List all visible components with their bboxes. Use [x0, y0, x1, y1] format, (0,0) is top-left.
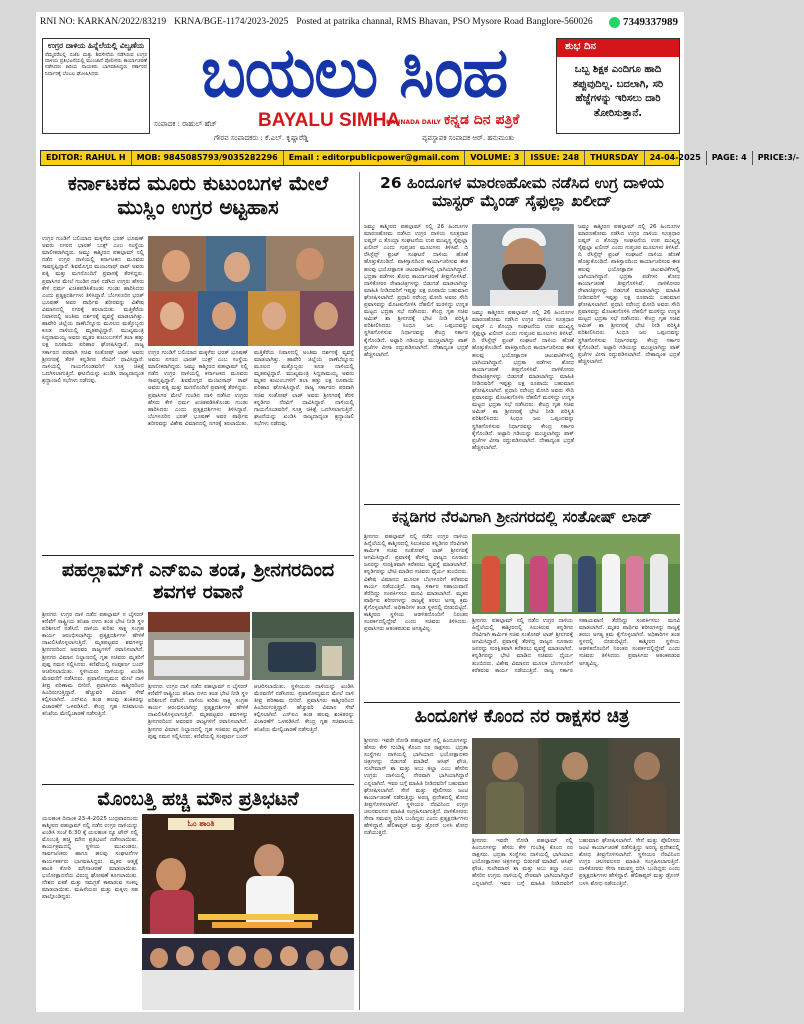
- editor-credit: ಸಂಪಾದಕ : ರಾಹುಲ್ ಹೆಚ್: [154, 120, 217, 128]
- article5-photo-bottom: [142, 938, 354, 1010]
- section-rule: [42, 784, 354, 785]
- section-rule: [364, 702, 680, 703]
- article5-headline: ಮೊಂಬತ್ತಿ ಹಚ್ಚಿ ಮೌನ ಪ್ರತಿಭಟನೆ: [97, 788, 299, 810]
- strip-day: THURSDAY: [585, 151, 644, 165]
- article4-body-right: ಶ್ರೀನಗರ: ಉಗ್ರರ ದಾಳಿ ನಡೆದ ಪಹಲ್ಗಾಮ್ ನ ಬೈಸರನ್ ಕಣಿವೆಗೆ ರಾಷ್ಟ್ರೀಯ ತನಿಖಾ ದಳದ ತಂಡ ಭೇಟಿ ನೀಡಿ ಸ್ಥಳ ಪರಿಶೀಲನೆ ನಡೆಸಿದೆ. ದಾಳಿಯ ಕುರಿತು ಸಾಕ್ಷ್ಯ ಸಂಗ್ರಹ ಕಾರ್ಯ ಆರಂಭಿಸಲಾಗಿದ್ದು ಪ್ರತ್ಯಕ್ಷದರ್ಶಿಗಳ ಹೇಳಿಕೆ ದಾಖಲಿಸಿಕೊಳ್ಳಲಾಗುತ್ತಿದೆ. ಮೃತಪಟ್ಟವರ ಶವಗಳನ್ನು ಶ್ರೀನಗರದಿಂದ ಅವರವರ ರಾಜ್ಯಗಳಿಗೆ ರವಾನಿಸಲಾಗಿದೆ. ಶ್ರೀನಗರ ವಿಮಾನ ನಿಲ್ದಾಣದಲ್ಲಿ ಗೃಹ ಸಚಿವರು ಮೃತರಿಗೆ ಪುಷ್ಪ ನಮನ ಸಲ್ಲಿಸಿದರು. ಕಣಿವೆಯಲ್ಲಿ ಸಂಪೂರ್ಣ ಬಂದ್ ಆಚರಿಸಲಾಯಿತು. ಸ್ಥಳೀಯರು ದಾಳಿಯನ್ನು ಖಂಡಿಸಿ ಮೆರವಣಿಗೆ ನಡೆಸಿದರು. ಪ್ರವಾಸೋದ್ಯಮದ ಮೇಲೆ ದಾಳಿ ತೀವ್ರ ಪರಿಣಾಮ ಬೀರಿದೆ. ಪ್ರವಾಸಿಗರು ಕಾಶ್ಮೀರದಿಂದ ಹಿಂದಿರುಗುತ್ತಿದ್ದಾರೆ. ಹೆಚ್ಚುವರಿ ವಿಮಾನ ಸೇವೆ ಕಲ್ಪಿಸಲಾಗಿದೆ. ಎನ್ಐಎ ತಂಡ ಹಲವು ಶಂಕಿತರನ್ನು ವಿಚಾರಣೆಗೆ ಒಳಪಡಿಸಿದೆ. ಕೇಂದ್ರ ಗೃಹ ಸಚಿವಾಲಯ ತನಿಖೆಯ ಮೇಲ್ವಿಚಾರಣೆ ನಡೆಸುತ್ತಿದೆ.: [148, 684, 354, 740]
- article1-body-right: ಉಗ್ರರ ಗುಂಡಿಗೆ ಬಲಿಯಾದ ಮಕ್ಕಳೆರು ಭರತ್ ಭೂಷಣ್ ಅವರು ನಗರದ ಭಾರತ್ ಬುಕ್ಸ್ ಎಂಬ ಸಂಸ್ಥೆಯ ಮಾಲೀಕರಾಗಿದ್ದರು. ಜಮ್ಮು ಕಾಶ್ಮೀರದ ಪಹಲ್ಗಾಮ್ ನಲ್ಲಿ ನಡೆದ ಉಗ್ರರ ದಾಳಿಯಲ್ಲಿ ಕರ್ನಾಟಕದ ಮೂವರು ಸಾವನ್ನಪ್ಪಿದ್ದಾರೆ. ಶಿವಮೊಗ್ಗದ ಮಂಜುನಾಥ್ ರಾವ್ ಅವರು ಪತ್ನಿ ಮತ್ತು ಮಗನೊಂದಿಗೆ ಪ್ರವಾಸಕ್ಕೆ ತೆರಳಿದ್ದರು. ಪ್ರವಾಸಿಗರ ಮೇಲೆ ಗುಂಡಿನ ದಾಳಿ ನಡೆಸಿದ ಉಗ್ರರು ಹೆಸರು ಕೇಳಿ ಧರ್ಮ ಖಚಿತಪಡಿಸಿಕೊಂಡು ಗುಂಡು ಹಾರಿಸಿದರು ಎಂದು ಪ್ರತ್ಯಕ್ಷದರ್ಶಿಗಳು ತಿಳಿಸಿದ್ದಾರೆ. ಬೆಂಗಳೂರಿನ ಭರತ್ ಭೂಷಣ್ ಅವರ ಪಾರ್ಥಿವ ಶರೀರವನ್ನು ವಿಶೇಷ ವಿಮಾನದಲ್ಲಿ ನಗರಕ್ಕೆ ತರಲಾಯಿತು. ಮತ್ತಿಕೆರೆಯ ನಿವಾಸದಲ್ಲಿ ಅಂತಿಮ ದರ್ಶನಕ್ಕೆ ವ್ಯವಸ್ಥೆ ಮಾಡಲಾಗಿತ್ತು. ಹಾವೇರಿ ಜಿಲ್ಲೆಯ ರಾಣೆಬೆನ್ನೂರು ಮೂಲದ ಮತ್ತೊಬ್ಬರು ಕೂಡ ದಾಳಿಯಲ್ಲಿ ಮೃತಪಟ್ಟಿದ್ದಾರೆ. ಮುಖ್ಯಮಂತ್ರಿ ಸಿದ್ದರಾಮಯ್ಯ ಅವರು ಮೃತರ ಕುಟುಂಬಗಳಿಗೆ ತಲಾ ಹತ್ತು ಲಕ್ಷ ರೂಪಾಯಿ ಪರಿಹಾರ ಘೋಷಿಸಿದ್ದಾರೆ. ರಾಜ್ಯ ಸರ್ಕಾರದ ಪರವಾಗಿ ಸಚಿವ ಸಂತೋಷ್ ಲಾಡ್ ಅವರು ಶ್ರೀನಗರಕ್ಕೆ ತೆರಳಿ ಕನ್ನಡಿಗರ ನೆರವಿಗೆ ಧಾವಿಸಿದ್ದಾರೆ. ದಾಳಿಯಲ್ಲಿ ಗಾಯಗೊಂಡವರಿಗೆ ಸೂಕ್ತ ಚಿಕಿತ್ಸೆ ಒದಗಿಸಲಾಗುತ್ತಿದೆ. ಘಟನೆಯನ್ನು ಖಂಡಿಸಿ ರಾಜ್ಯದಾದ್ಯಂತ ಶ್ರದ್ಧಾಂಜಲಿ ಸಭೆಗಳು ನಡೆದವು.: [148, 350, 354, 427]
- article4-photo-left: [148, 612, 250, 680]
- whatsapp-contact[interactable]: [609, 16, 678, 28]
- article2-body-left: ಜಮ್ಮು ಕಾಶ್ಮೀರದ ಪಹಲ್ಗಾಮ್ ನಲ್ಲಿ 26 ಹಿಂದೂಗಳ ಮಾರಣಹೋಮ ನಡೆಸಿದ ಉಗ್ರರ ದಾಳಿಯ ಸೂತ್ರಧಾರ ಲಷ್ಕರ್ ಎ ತೊಯ್ಬಾ ಸಂಘಟನೆಯ ಉಪ ಮುಖ್ಯಸ್ಥ ಸೈಫುಲ್ಲಾ ಖಲೀದ್ ಎಂದು ಗುಪ್ತಚರ ಮೂಲಗಳು ತಿಳಿಸಿವೆ. ದಿ ರೆಸಿಸ್ಟೆನ್ಸ್ ಫ್ರಂಟ್ ಸಂಘಟನೆ ದಾಳಿಯ ಹೊಣೆ ಹೊತ್ತುಕೊಂಡಿದೆ. ಪಾಕಿಸ್ತಾನದಿಂದ ಕಾರ್ಯಾಚರಿಸುವ ಈತ ಹಲವು ಭಯೋತ್ಪಾದಕ ಚಟುವಟಿಕೆಗಳಲ್ಲಿ ಭಾಗಿಯಾಗಿದ್ದಾನೆ. ಭದ್ರತಾ ಪಡೆಗಳು ಶೋಧ ಕಾರ್ಯಾಚರಣೆ ತೀವ್ರಗೊಳಿಸಿವೆ. ದಾಳಿಕೋರರ ರೇಖಾಚಿತ್ರಗಳನ್ನು ಬಿಡುಗಡೆ ಮಾಡಲಾಗಿದ್ದು ಮಾಹಿತಿ ನೀಡಿದವರಿಗೆ ಇಪ್ಪತ್ತು ಲಕ್ಷ ರೂಪಾಯಿ ಬಹುಮಾನ ಘೋಷಿಸಲಾಗಿದೆ. ಪ್ರಧಾನಿ ನರೇಂದ್ರ ಮೋದಿ ಅವರು ಸೌದಿ ಪ್ರವಾಸವನ್ನು ಮೊಟಕುಗೊಳಿಸಿ ದೆಹಲಿಗೆ ಮರಳಿದ್ದು ಉನ್ನತ ಮಟ್ಟದ ಭದ್ರತಾ ಸಭೆ ನಡೆಸಿದರು. ಕೇಂದ್ರ ಗೃಹ ಸಚಿವ ಅಮಿತ್ ಶಾ ಶ್ರೀನಗರಕ್ಕೆ ಭೇಟಿ ನೀಡಿ ಪರಿಸ್ಥಿತಿ ಪರಿಶೀಲಿಸಿದರು. ಸಿಂಧೂ ಜಲ ಒಪ್ಪಂದವನ್ನು ಸ್ಥಗಿತಗೊಳಿಸುವ ನಿರ್ಧಾರವನ್ನು ಕೇಂದ್ರ ಸರ್ಕಾರ ಕೈಗೊಂಡಿದೆ. ಅಟ್ಟಾರಿ ಗಡಿಯನ್ನು ಮುಚ್ಚಲಾಗಿದ್ದು ಪಾಕ್ ಪ್ರಜೆಗಳ ವೀಸಾ ರದ್ದುಪಡಿಸಲಾಗಿದೆ. ದೇಶಾದ್ಯಂತ ಭದ್ರತೆ ಹೆಚ್ಚಿಸಲಾಗಿದೆ.: [364, 224, 468, 358]
- whatsapp-icon: [609, 17, 620, 28]
- article3-body-left: ಶ್ರೀನಗರ: ಪಹಲ್ಗಾಮ್ ನಲ್ಲಿ ನಡೆದ ಉಗ್ರರ ದಾಳಿಯ ಹಿನ್ನೆಲೆಯಲ್ಲಿ ಕಾಶ್ಮೀರದಲ್ಲಿ ಸಿಲುಕಿರುವ ಕನ್ನಡಿಗರ ನೆರವಿಗಾಗಿ ಕಾರ್ಮಿಕ ಸಚಿವ ಸಂತೋಷ್ ಲಾಡ್ ಶ್ರೀನಗರಕ್ಕೆ ಆಗಮಿಸಿದ್ದಾರೆ. ಪ್ರವಾಸಕ್ಕೆ ತೆರಳಿದ್ದ ರಾಜ್ಯದ ನೂರಾರು ಜನರನ್ನು ಸುರಕ್ಷಿತವಾಗಿ ಕರೆತರಲು ವ್ಯವಸ್ಥೆ ಮಾಡಲಾಗಿದೆ. ಕನ್ನಡಿಗರನ್ನು ಭೇಟಿ ಮಾಡಿದ ಸಚಿವರು ಧೈರ್ಯ ತುಂಬಿದರು. ವಿಶೇಷ ವಿಮಾನದ ಮೂಲಕ ಬೆಂಗಳೂರಿಗೆ ಕರೆತರುವ ಕಾರ್ಯ ನಡೆಯುತ್ತಿದೆ. ರಾಜ್ಯ ಸರ್ಕಾರ ಸಹಾಯವಾಣಿ ತೆರೆದಿದ್ದು ಸಂಪರ್ಕಿಸಲು ಮನವಿ ಮಾಡಲಾಗಿದೆ. ಮೃತರ ಪಾರ್ಥಿವ ಶರೀರಗಳನ್ನು ರಾಜ್ಯಕ್ಕೆ ತರಲು ಅಗತ್ಯ ಕ್ರಮ ಕೈಗೊಳ್ಳಲಾಗಿದೆ. ಅಧಿಕಾರಿಗಳ ತಂಡ ಸ್ಥಳದಲ್ಲಿ ಬೀಡುಬಿಟ್ಟಿದೆ. ಕಾಶ್ಮೀರದ ಸ್ಥಳೀಯ ಆಡಳಿತದೊಂದಿಗೆ ನಿರಂತರ ಸಂಪರ್ಕದಲ್ಲಿದ್ದೇವೆ ಎಂದು ಸಚಿವರು ತಿಳಿಸಿದರು. ಪ್ರವಾಸಿಗರು ಆತಂಕಪಡುವ ಅಗತ್ಯವಿಲ್ಲ.: [364, 534, 468, 633]
- left-box-heading: ಉಗ್ರರ ದಾಳಿಯ ಹಿನ್ನೆಲೆಯಲ್ಲಿ ವಿಲ್ವಣೆಯ: [47, 41, 145, 50]
- left-news-box: [42, 38, 150, 134]
- article6-headline: ಹಿಂದೂಗಳ ಕೊಂದ ನರ ರಾಕ್ಷಸರ ಚಿತ್ರ: [414, 706, 630, 727]
- managing-editor-credit: ವ್ಯವಸ್ಥಾಪಕ ಸಂಪಾದಕ ಆರ್. ಹನುಮಂತು: [422, 134, 515, 142]
- strip-volume: VOLUME: 3: [465, 151, 525, 165]
- section-rule: [42, 555, 354, 556]
- masthead-kannada-daily: KANNADA DAILY: [386, 119, 441, 126]
- masthead-tagline: ಕನ್ನಡ ದಿನ ಪತ್ರಿಕೆ: [444, 112, 520, 128]
- article3-headline: ಕನ್ನಡಿಗರ ನೆರವಿಗಾಗಿ ಶ್ರೀನಗರದಲ್ಲಿ ಸಂತೋಷ್ ಲಾಡ್: [391, 508, 653, 526]
- strip-mobile: MOB: 9845085793/9035282296: [132, 151, 284, 165]
- section-rule: [364, 504, 680, 505]
- article1-headline: ಕರ್ನಾಟಕದ ಮೂರು ಕುಟುಂಬಗಳ ಮೇಲೆ ಮುಸ್ಲಿಂ ಉಗ್ರರ ಅಟ್ಟಹಾಸ: [67, 171, 329, 219]
- masthead: [154, 34, 554, 146]
- strip-editor: EDITOR: RAHUL H: [41, 151, 132, 165]
- quote-text: ಒಬ್ಬ ಶಿಕ್ಷಕ ಎಂದಿಗೂ ಹಾದಿ ತಪ್ಪುವುದಿಲ್ಲ. ಬದಲಾಗಿ, ಸರಿ ಹೆಜ್ಜೆಗಳನ್ನು ಇರಿಸಲು ದಾರಿ ತೋರಿಸುತ್ತಾನೆ.: [572, 64, 664, 119]
- phone-number: 7349337989: [623, 16, 678, 28]
- strip-email[interactable]: Email : editorpublicpower@gmail.com: [284, 151, 466, 165]
- article2-body-right: ಜಮ್ಮು ಕಾಶ್ಮೀರದ ಪಹಲ್ಗಾಮ್ ನಲ್ಲಿ 26 ಹಿಂದೂಗಳ ಮಾರಣಹೋಮ ನಡೆಸಿದ ಉಗ್ರರ ದಾಳಿಯ ಸೂತ್ರಧಾರ ಲಷ್ಕರ್ ಎ ತೊಯ್ಬಾ ಸಂಘಟನೆಯ ಉಪ ಮುಖ್ಯಸ್ಥ ಸೈಫುಲ್ಲಾ ಖಲೀದ್ ಎಂದು ಗುಪ್ತಚರ ಮೂಲಗಳು ತಿಳಿಸಿವೆ. ದಿ ರೆಸಿಸ್ಟೆನ್ಸ್ ಫ್ರಂಟ್ ಸಂಘಟನೆ ದಾಳಿಯ ಹೊಣೆ ಹೊತ್ತುಕೊಂಡಿದೆ. ಪಾಕಿಸ್ತಾನದಿಂದ ಕಾರ್ಯಾಚರಿಸುವ ಈತ ಹಲವು ಭಯೋತ್ಪಾದಕ ಚಟುವಟಿಕೆಗಳಲ್ಲಿ ಭಾಗಿಯಾಗಿದ್ದಾನೆ. ಭದ್ರತಾ ಪಡೆಗಳು ಶೋಧ ಕಾರ್ಯಾಚರಣೆ ತೀವ್ರಗೊಳಿಸಿವೆ. ದಾಳಿಕೋರರ ರೇಖಾಚಿತ್ರಗಳನ್ನು ಬಿಡುಗಡೆ ಮಾಡಲಾಗಿದ್ದು ಮಾಹಿತಿ ನೀಡಿದವರಿಗೆ ಇಪ್ಪತ್ತು ಲಕ್ಷ ರೂಪಾಯಿ ಬಹುಮಾನ ಘೋಷಿಸಲಾಗಿದೆ. ಪ್ರಧಾನಿ ನರೇಂದ್ರ ಮೋದಿ ಅವರು ಸೌದಿ ಪ್ರವಾಸವನ್ನು ಮೊಟಕುಗೊಳಿಸಿ ದೆಹಲಿಗೆ ಮರಳಿದ್ದು ಉನ್ನತ ಮಟ್ಟದ ಭದ್ರತಾ ಸಭೆ ನಡೆಸಿದರು. ಕೇಂದ್ರ ಗೃಹ ಸಚಿವ ಅಮಿತ್ ಶಾ ಶ್ರೀನಗರಕ್ಕೆ ಭೇಟಿ ನೀಡಿ ಪರಿಸ್ಥಿತಿ ಪರಿಶೀಲಿಸಿದರು. ಸಿಂಧೂ ಜಲ ಒಪ್ಪಂದವನ್ನು ಸ್ಥಗಿತಗೊಳಿಸುವ ನಿರ್ಧಾರವನ್ನು ಕೇಂದ್ರ ಸರ್ಕಾರ ಕೈಗೊಂಡಿದೆ. ಅಟ್ಟಾರಿ ಗಡಿಯನ್ನು ಮುಚ್ಚಲಾಗಿದ್ದು ಪಾಕ್ ಪ್ರಜೆಗಳ ವೀಸಾ ರದ್ದುಪಡಿಸಲಾಗಿದೆ. ದೇಶಾದ್ಯಂತ ಭದ್ರತೆ ಹೆಚ್ಚಿಸಲಾಗಿದೆ.: [578, 224, 680, 365]
- article4-headline: ಪಹಲ್ಗಾಮ್‌ಗೆ ಎನ್‌ಐಎ ತಂಡ, ಶ್ರೀನಗರದಿಂದ ಶವಗಳ ರವಾನೆ: [61, 559, 335, 604]
- krna-number: KRNA/BGE-1174/2023-2025: [174, 17, 289, 27]
- column-divider: [359, 172, 360, 1010]
- rni-number: RNI NO: KARKAN/2022/83219: [40, 17, 167, 27]
- info-strip: [40, 150, 800, 166]
- article1-body-left: ಉಗ್ರರ ಗುಂಡಿಗೆ ಬಲಿಯಾದ ಮಕ್ಕಳೆರು ಭರತ್ ಭೂಷಣ್ ಅವರು ನಗರದ ಭಾರತ್ ಬುಕ್ಸ್ ಎಂಬ ಸಂಸ್ಥೆಯ ಮಾಲೀಕರಾಗಿದ್ದರು. ಜಮ್ಮು ಕಾಶ್ಮೀರದ ಪಹಲ್ಗಾಮ್ ನಲ್ಲಿ ನಡೆದ ಉಗ್ರರ ದಾಳಿಯಲ್ಲಿ ಕರ್ನಾಟಕದ ಮೂವರು ಸಾವನ್ನಪ್ಪಿದ್ದಾರೆ. ಶಿವಮೊಗ್ಗದ ಮಂಜುನಾಥ್ ರಾವ್ ಅವರು ಪತ್ನಿ ಮತ್ತು ಮಗನೊಂದಿಗೆ ಪ್ರವಾಸಕ್ಕೆ ತೆರಳಿದ್ದರು. ಪ್ರವಾಸಿಗರ ಮೇಲೆ ಗುಂಡಿನ ದಾಳಿ ನಡೆಸಿದ ಉಗ್ರರು ಹೆಸರು ಕೇಳಿ ಧರ್ಮ ಖಚಿತಪಡಿಸಿಕೊಂಡು ಗುಂಡು ಹಾರಿಸಿದರು ಎಂದು ಪ್ರತ್ಯಕ್ಷದರ್ಶಿಗಳು ತಿಳಿಸಿದ್ದಾರೆ. ಬೆಂಗಳೂರಿನ ಭರತ್ ಭೂಷಣ್ ಅವರ ಪಾರ್ಥಿವ ಶರೀರವನ್ನು ವಿಶೇಷ ವಿಮಾನದಲ್ಲಿ ನಗರಕ್ಕೆ ತರಲಾಯಿತು. ಮತ್ತಿಕೆರೆಯ ನಿವಾಸದಲ್ಲಿ ಅಂತಿಮ ದರ್ಶನಕ್ಕೆ ವ್ಯವಸ್ಥೆ ಮಾಡಲಾಗಿತ್ತು. ಹಾವೇರಿ ಜಿಲ್ಲೆಯ ರಾಣೆಬೆನ್ನೂರು ಮೂಲದ ಮತ್ತೊಬ್ಬರು ಕೂಡ ದಾಳಿಯಲ್ಲಿ ಮೃತಪಟ್ಟಿದ್ದಾರೆ. ಮುಖ್ಯಮಂತ್ರಿ ಸಿದ್ದರಾಮಯ್ಯ ಅವರು ಮೃತರ ಕುಟುಂಬಗಳಿಗೆ ತಲಾ ಹತ್ತು ಲಕ್ಷ ರೂಪಾಯಿ ಪರಿಹಾರ ಘೋಷಿಸಿದ್ದಾರೆ. ರಾಜ್ಯ ಸರ್ಕಾರದ ಪರವಾಗಿ ಸಚಿವ ಸಂತೋಷ್ ಲಾಡ್ ಅವರು ಶ್ರೀನಗರಕ್ಕೆ ತೆರಳಿ ಕನ್ನಡಿಗರ ನೆರವಿಗೆ ಧಾವಿಸಿದ್ದಾರೆ. ದಾಳಿಯಲ್ಲಿ ಗಾಯಗೊಂಡವರಿಗೆ ಸೂಕ್ತ ಚಿಕಿತ್ಸೆ ಒದಗಿಸಲಾಗುತ್ತಿದೆ. ಘಟನೆಯನ್ನು ಖಂಡಿಸಿ ರಾಜ್ಯದಾದ್ಯಂತ ಶ್ರದ್ಧಾಂಜಲಿ ಸಭೆಗಳು ನಡೆದವು.: [42, 236, 144, 384]
- masthead-kannada-title: ಬಯಲು ಸಿಂಹ: [200, 32, 508, 113]
- honorary-editor-credit: ಗೌರವ ಸಂಪಾದಕರು : ಕೆ.ಎಲ್. ಕೃಷ್ಣಾರೆಡ್ಡಿ: [214, 134, 309, 142]
- strip-price: PRICE:3/-: [757, 153, 800, 162]
- article6-photo: [472, 738, 680, 834]
- article3-body-right: ಶ್ರೀನಗರ: ಪಹಲ್ಗಾಮ್ ನಲ್ಲಿ ನಡೆದ ಉಗ್ರರ ದಾಳಿಯ ಹಿನ್ನೆಲೆಯಲ್ಲಿ ಕಾಶ್ಮೀರದಲ್ಲಿ ಸಿಲುಕಿರುವ ಕನ್ನಡಿಗರ ನೆರವಿಗಾಗಿ ಕಾರ್ಮಿಕ ಸಚಿವ ಸಂತೋಷ್ ಲಾಡ್ ಶ್ರೀನಗರಕ್ಕೆ ಆಗಮಿಸಿದ್ದಾರೆ. ಪ್ರವಾಸಕ್ಕೆ ತೆರಳಿದ್ದ ರಾಜ್ಯದ ನೂರಾರು ಜನರನ್ನು ಸುರಕ್ಷಿತವಾಗಿ ಕರೆತರಲು ವ್ಯವಸ್ಥೆ ಮಾಡಲಾಗಿದೆ. ಕನ್ನಡಿಗರನ್ನು ಭೇಟಿ ಮಾಡಿದ ಸಚಿವರು ಧೈರ್ಯ ತುಂಬಿದರು. ವಿಶೇಷ ವಿಮಾನದ ಮೂಲಕ ಬೆಂಗಳೂರಿಗೆ ಕರೆತರುವ ಕಾರ್ಯ ನಡೆಯುತ್ತಿದೆ. ರಾಜ್ಯ ಸರ್ಕಾರ ಸಹಾಯವಾಣಿ ತೆರೆದಿದ್ದು ಸಂಪರ್ಕಿಸಲು ಮನವಿ ಮಾಡಲಾಗಿದೆ. ಮೃತರ ಪಾರ್ಥಿವ ಶರೀರಗಳನ್ನು ರಾಜ್ಯಕ್ಕೆ ತರಲು ಅಗತ್ಯ ಕ್ರಮ ಕೈಗೊಳ್ಳಲಾಗಿದೆ. ಅಧಿಕಾರಿಗಳ ತಂಡ ಸ್ಥಳದಲ್ಲಿ ಬೀಡುಬಿಟ್ಟಿದೆ. ಕಾಶ್ಮೀರದ ಸ್ಥಳೀಯ ಆಡಳಿತದೊಂದಿಗೆ ನಿರಂತರ ಸಂಪರ್ಕದಲ್ಲಿದ್ದೇವೆ ಎಂದು ಸಚಿವರು ತಿಳಿಸಿದರು. ಪ್ರವಾಸಿಗರು ಆತಂಕಪಡುವ ಅಗತ್ಯವಿಲ್ಲ.: [472, 618, 680, 674]
- quote-title: ಶುಭ ದಿನ: [557, 39, 679, 57]
- article6-body-left: ಶ್ರೀನಗರ: ಇವರೇ ನೋಡಿ ಪಹಲ್ಗಾಮ್ ನಲ್ಲಿ ಹಿಂದೂಗಳನ್ನು ಹೆಸರು ಕೇಳಿ ಗುಂಡಿಕ್ಕಿ ಕೊಂದ ನರ ರಾಕ್ಷಸರು. ಭದ್ರತಾ ಸಂಸ್ಥೆಗಳು ದಾಳಿಯಲ್ಲಿ ಭಾಗಿಯಾದ ಭಯೋತ್ಪಾದಕರ ಚಿತ್ರಗಳನ್ನು ಬಿಡುಗಡೆ ಮಾಡಿವೆ. ಆಸಿಫ್ ಫೌಜಿ, ಸುಲೇಮಾನ್ ಶಾ ಮತ್ತು ಅಬು ತಲ್ಹಾ ಎಂಬ ಹೆಸರಿನ ಉಗ್ರರು ದಾಳಿಯಲ್ಲಿ ನೇರವಾಗಿ ಭಾಗಿಯಾಗಿದ್ದಾರೆ ಎನ್ನಲಾಗಿದೆ. ಇವರ ಬಗ್ಗೆ ಮಾಹಿತಿ ನೀಡಿದವರಿಗೆ ಬಹುಮಾನ ಘೋಷಿಸಲಾಗಿದೆ. ಸೇನೆ ಮತ್ತು ಪೊಲೀಸರು ಜಂಟಿ ಕಾರ್ಯಾಚರಣೆ ನಡೆಸುತ್ತಿದ್ದು ಅರಣ್ಯ ಪ್ರದೇಶದಲ್ಲಿ ಶೋಧ ತೀವ್ರಗೊಳಿಸಲಾಗಿದೆ. ಸ್ಥಳೀಯರ ನೆರವಿನಿಂದ ಉಗ್ರರ ಚಲನವಲನದ ಮಾಹಿತಿ ಸಂಗ್ರಹಿಸಲಾಗುತ್ತಿದೆ. ದಾಳಿಕೋರರು ಸೇನಾ ಸಮವಸ್ತ್ರ ಧರಿಸಿ ಬಂದಿದ್ದರು ಎಂದು ಪ್ರತ್ಯಕ್ಷದರ್ಶಿಗಳು ಹೇಳಿದ್ದಾರೆ. ಹೆಲಿಕಾಪ್ಟರ್ ಮತ್ತು ಡ್ರೋನ್ ಬಳಸಿ ಶೋಧ ನಡೆಯುತ್ತಿದೆ.: [364, 738, 468, 837]
- article3-photo: [472, 534, 680, 614]
- registration-line: [36, 12, 684, 32]
- candle-banner: ಓಂ ಶಾಂತಿ: [168, 818, 234, 830]
- article5-body: ಯಲಹಂಕ ದಿನಾಂಕ 23-4-2025 ಬುಧವಾರದಂದು ಕಾಶ್ಮೀರದ ಪಹಲ್ಗಾಮ್ ನಲ್ಲಿ ನಡೆದ ಉಗ್ರರ ದಾಳಿಯನ್ನು ಖಂಡಿಸಿ ಸಂಜೆ 6:30 ಕ್ಕೆ ಯಲಹಂಕ ನ್ಯೂ ಟೌನ್ ನಲ್ಲಿ ಮೊಂಬತ್ತಿ ಹಚ್ಚಿ ಮೌನ ಪ್ರತಿಭಟನೆ ನಡೆಸಲಾಯಿತು. ಕಾರ್ಯಕ್ರಮದಲ್ಲಿ ಸ್ಥಳೀಯ ಮುಖಂಡರು, ಸಾರ್ವಜನಿಕರು ಹಾಗೂ ಹಲವು ಸಂಘಟನೆಗಳ ಕಾರ್ಯಕರ್ತರು ಭಾಗವಹಿಸಿದ್ದರು. ಮೃತರ ಆತ್ಮಕ್ಕೆ ಶಾಂತಿ ಕೋರಿ ಮೌನಾಚರಣೆ ಮಾಡಲಾಯಿತು. ಭಯೋತ್ಪಾದನೆಯ ವಿರುದ್ಧ ಘೋಷಣೆ ಕೂಗಲಾಯಿತು. ದೇಶದ ಏಕತೆ ಮತ್ತು ಸಮಗ್ರತೆ ಕಾಪಾಡುವ ಸಂಕಲ್ಪ ಮಾಡಲಾಯಿತು. ಮಹಿಳೆಯರು ಮತ್ತು ಮಕ್ಕಳು ಸಹ ಪಾಲ್ಗೊಂಡಿದ್ದರು.: [42, 816, 138, 901]
- quote-of-the-day: [556, 38, 680, 134]
- article2-photo: [472, 224, 574, 306]
- article2-body-mid: ಜಮ್ಮು ಕಾಶ್ಮೀರದ ಪಹಲ್ಗಾಮ್ ನಲ್ಲಿ 26 ಹಿಂದೂಗಳ ಮಾರಣಹೋಮ ನಡೆಸಿದ ಉಗ್ರರ ದಾಳಿಯ ಸೂತ್ರಧಾರ ಲಷ್ಕರ್ ಎ ತೊಯ್ಬಾ ಸಂಘಟನೆಯ ಉಪ ಮುಖ್ಯಸ್ಥ ಸೈಫುಲ್ಲಾ ಖಲೀದ್ ಎಂದು ಗುಪ್ತಚರ ಮೂಲಗಳು ತಿಳಿಸಿವೆ. ದಿ ರೆಸಿಸ್ಟೆನ್ಸ್ ಫ್ರಂಟ್ ಸಂಘಟನೆ ದಾಳಿಯ ಹೊಣೆ ಹೊತ್ತುಕೊಂಡಿದೆ. ಪಾಕಿಸ್ತಾನದಿಂದ ಕಾರ್ಯಾಚರಿಸುವ ಈತ ಹಲವು ಭಯೋತ್ಪಾದಕ ಚಟುವಟಿಕೆಗಳಲ್ಲಿ ಭಾಗಿಯಾಗಿದ್ದಾನೆ. ಭದ್ರತಾ ಪಡೆಗಳು ಶೋಧ ಕಾರ್ಯಾಚರಣೆ ತೀವ್ರಗೊಳಿಸಿವೆ. ದಾಳಿಕೋರರ ರೇಖಾಚಿತ್ರಗಳನ್ನು ಬಿಡುಗಡೆ ಮಾಡಲಾಗಿದ್ದು ಮಾಹಿತಿ ನೀಡಿದವರಿಗೆ ಇಪ್ಪತ್ತು ಲಕ್ಷ ರೂಪಾಯಿ ಬಹುಮಾನ ಘೋಷಿಸಲಾಗಿದೆ. ಪ್ರಧಾನಿ ನರೇಂದ್ರ ಮೋದಿ ಅವರು ಸೌದಿ ಪ್ರವಾಸವನ್ನು ಮೊಟಕುಗೊಳಿಸಿ ದೆಹಲಿಗೆ ಮರಳಿದ್ದು ಉನ್ನತ ಮಟ್ಟದ ಭದ್ರತಾ ಸಭೆ ನಡೆಸಿದರು. ಕೇಂದ್ರ ಗೃಹ ಸಚಿವ ಅಮಿತ್ ಶಾ ಶ್ರೀನಗರಕ್ಕೆ ಭೇಟಿ ನೀಡಿ ಪರಿಸ್ಥಿತಿ ಪರಿಶೀಲಿಸಿದರು. ಸಿಂಧೂ ಜಲ ಒಪ್ಪಂದವನ್ನು ಸ್ಥಗಿತಗೊಳಿಸುವ ನಿರ್ಧಾರವನ್ನು ಕೇಂದ್ರ ಸರ್ಕಾರ ಕೈಗೊಂಡಿದೆ. ಅಟ್ಟಾರಿ ಗಡಿಯನ್ನು ಮುಚ್ಚಲಾಗಿದ್ದು ಪಾಕ್ ಪ್ರಜೆಗಳ ವೀಸಾ ರದ್ದುಪಡಿಸಲಾಗಿದೆ. ದೇಶಾದ್ಯಂತ ಭದ್ರತೆ ಹೆಚ್ಚಿಸಲಾಗಿದೆ.: [472, 310, 574, 451]
- article1-photo: [148, 236, 354, 346]
- strip-issue: ISSUE: 248: [525, 151, 585, 165]
- article5-photo-top: [142, 814, 354, 934]
- article2-headline: 26 ಹಿಂದೂಗಳ ಮಾರಣಹೋಮ ನಡೆಸಿದ ಉಗ್ರ ದಾಳಿಯ ಮಾಸ್ಟರ್ ಮೈಂಡ್ ಸೈಫುಲ್ಲಾ ಖಲೀದ್: [380, 174, 664, 211]
- article6-body-right: ಶ್ರೀನಗರ: ಇವರೇ ನೋಡಿ ಪಹಲ್ಗಾಮ್ ನಲ್ಲಿ ಹಿಂದೂಗಳನ್ನು ಹೆಸರು ಕೇಳಿ ಗುಂಡಿಕ್ಕಿ ಕೊಂದ ನರ ರಾಕ್ಷಸರು. ಭದ್ರತಾ ಸಂಸ್ಥೆಗಳು ದಾಳಿಯಲ್ಲಿ ಭಾಗಿಯಾದ ಭಯೋತ್ಪಾದಕರ ಚಿತ್ರಗಳನ್ನು ಬಿಡುಗಡೆ ಮಾಡಿವೆ. ಆಸಿಫ್ ಫೌಜಿ, ಸುಲೇಮಾನ್ ಶಾ ಮತ್ತು ಅಬು ತಲ್ಹಾ ಎಂಬ ಹೆಸರಿನ ಉಗ್ರರು ದಾಳಿಯಲ್ಲಿ ನೇರವಾಗಿ ಭಾಗಿಯಾಗಿದ್ದಾರೆ ಎನ್ನಲಾಗಿದೆ. ಇವರ ಬಗ್ಗೆ ಮಾಹಿತಿ ನೀಡಿದವರಿಗೆ ಬಹುಮಾನ ಘೋಷಿಸಲಾಗಿದೆ. ಸೇನೆ ಮತ್ತು ಪೊಲೀಸರು ಜಂಟಿ ಕಾರ್ಯಾಚರಣೆ ನಡೆಸುತ್ತಿದ್ದು ಅರಣ್ಯ ಪ್ರದೇಶದಲ್ಲಿ ಶೋಧ ತೀವ್ರಗೊಳಿಸಲಾಗಿದೆ. ಸ್ಥಳೀಯರ ನೆರವಿನಿಂದ ಉಗ್ರರ ಚಲನವಲನದ ಮಾಹಿತಿ ಸಂಗ್ರಹಿಸಲಾಗುತ್ತಿದೆ. ದಾಳಿಕೋರರು ಸೇನಾ ಸಮವಸ್ತ್ರ ಧರಿಸಿ ಬಂದಿದ್ದರು ಎಂದು ಪ್ರತ್ಯಕ್ಷದರ್ಶಿಗಳು ಹೇಳಿದ್ದಾರೆ. ಹೆಲಿಕಾಪ್ಟರ್ ಮತ್ತು ಡ್ರೋನ್ ಬಳಸಿ ಶೋಧ ನಡೆಯುತ್ತಿದೆ.: [472, 838, 680, 887]
- left-box-text: ರೆಮ್ಮಪರೆಲಲ್ಲಿ ಬಿಜೆಪಿ ಮತ್ತು ಶಿವಸೇನೆಯ ನಡೆಸಿರುವ ಉಗ್ರರ ದಾಳಿಯ ಪ್ರತಿಭಟನೆಯಲ್ಲಿ ಮುಂಜಾನೆ ಪೊಲೀಸರು ಕಾರ್ಯಾಚರಣೆ ನಡೆಸಿದರು ಹಿರಿಯ ನಾಯಕರು ಭಾಗವಹಿಸಿದ್ದರು ಸರ್ಕಾರದ ನಿರ್ಧಾರಕ್ಕೆ ಬೆಂಬಲ ಘೋಷಿಸಿದರು: [45, 52, 147, 77]
- strip-date: 24-04-2025: [645, 151, 707, 165]
- masthead-english-title: BAYALU SIMHA: [258, 110, 401, 131]
- posting-info: Posted at patrika channal, RMS Bhavan, PSO Mysore Road Banglore-560026: [296, 17, 593, 27]
- strip-page: PAGE: 4: [707, 151, 753, 165]
- article4-body-left: ಶ್ರೀನಗರ: ಉಗ್ರರ ದಾಳಿ ನಡೆದ ಪಹಲ್ಗಾಮ್ ನ ಬೈಸರನ್ ಕಣಿವೆಗೆ ರಾಷ್ಟ್ರೀಯ ತನಿಖಾ ದಳದ ತಂಡ ಭೇಟಿ ನೀಡಿ ಸ್ಥಳ ಪರಿಶೀಲನೆ ನಡೆಸಿದೆ. ದಾಳಿಯ ಕುರಿತು ಸಾಕ್ಷ್ಯ ಸಂಗ್ರಹ ಕಾರ್ಯ ಆರಂಭಿಸಲಾಗಿದ್ದು ಪ್ರತ್ಯಕ್ಷದರ್ಶಿಗಳ ಹೇಳಿಕೆ ದಾಖಲಿಸಿಕೊಳ್ಳಲಾಗುತ್ತಿದೆ. ಮೃತಪಟ್ಟವರ ಶವಗಳನ್ನು ಶ್ರೀನಗರದಿಂದ ಅವರವರ ರಾಜ್ಯಗಳಿಗೆ ರವಾನಿಸಲಾಗಿದೆ. ಶ್ರೀನಗರ ವಿಮಾನ ನಿಲ್ದಾಣದಲ್ಲಿ ಗೃಹ ಸಚಿವರು ಮೃತರಿಗೆ ಪುಷ್ಪ ನಮನ ಸಲ್ಲಿಸಿದರು. ಕಣಿವೆಯಲ್ಲಿ ಸಂಪೂರ್ಣ ಬಂದ್ ಆಚರಿಸಲಾಯಿತು. ಸ್ಥಳೀಯರು ದಾಳಿಯನ್ನು ಖಂಡಿಸಿ ಮೆರವಣಿಗೆ ನಡೆಸಿದರು. ಪ್ರವಾಸೋದ್ಯಮದ ಮೇಲೆ ದಾಳಿ ತೀವ್ರ ಪರಿಣಾಮ ಬೀರಿದೆ. ಪ್ರವಾಸಿಗರು ಕಾಶ್ಮೀರದಿಂದ ಹಿಂದಿರುಗುತ್ತಿದ್ದಾರೆ. ಹೆಚ್ಚುವರಿ ವಿಮಾನ ಸೇವೆ ಕಲ್ಪಿಸಲಾಗಿದೆ. ಎನ್ಐಎ ತಂಡ ಹಲವು ಶಂಕಿತರನ್ನು ವಿಚಾರಣೆಗೆ ಒಳಪಡಿಸಿದೆ. ಕೇಂದ್ರ ಗೃಹ ಸಚಿವಾಲಯ ತನಿಖೆಯ ಮೇಲ್ವಿಚಾರಣೆ ನಡೆಸುತ್ತಿದೆ.: [42, 612, 144, 718]
- newspaper-page: [36, 12, 800, 1012]
- article4-photo-right: [252, 612, 354, 680]
